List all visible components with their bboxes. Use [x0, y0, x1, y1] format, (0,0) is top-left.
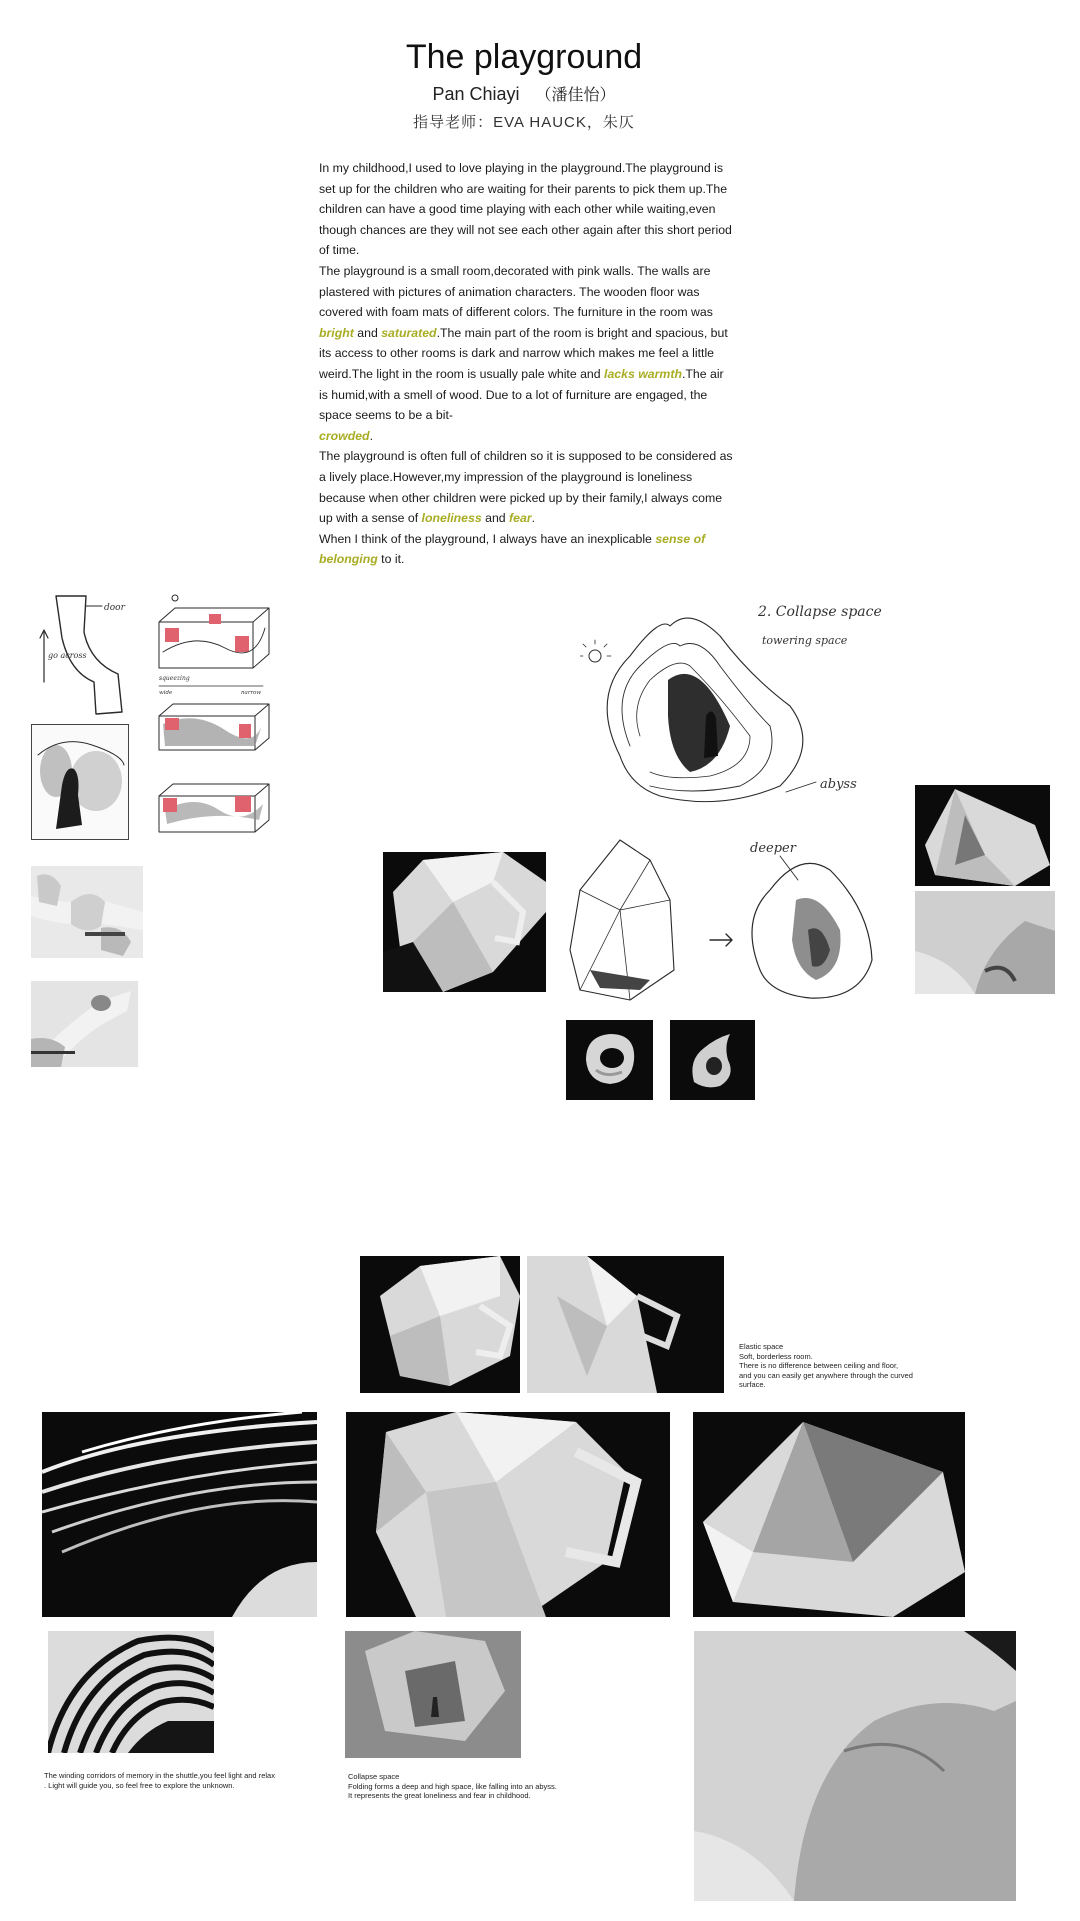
page-title: The playground — [405, 38, 643, 76]
essay-paragraph-1: In my childhood,I used to love playing in the playground.The playground is set up for the children who are waiting for their parents to pick them up.The children can have a good time playing with each other while waiting,even though chances are they will not see each other again after this short period of time. — [319, 161, 732, 258]
figure-sketch-frame — [31, 724, 129, 840]
essay-text-run: .The main part of the room is bright and spacious, but its access to other rooms is dark and narrow which makes me feel a little weird.The light in the room is usually pale white and — [319, 325, 728, 381]
essay-text-run: . — [369, 428, 373, 443]
label-collapse-space: 2. Collapse space — [758, 604, 882, 620]
pink-box-diagrams — [155, 592, 275, 837]
caption-line: There is no difference between ceiling and floor, — [739, 1361, 899, 1370]
label-wide: wide — [159, 690, 173, 696]
model-photo-right-1 — [915, 785, 1050, 886]
essay-text-run: The playground is often full of children so it is supposed to be considered as a lively place.However,my impression of the playground is loneliness because when other children were picked up by their family,I always come up with a sense of — [319, 449, 733, 526]
caption-line: Soft, borderless room. — [739, 1351, 813, 1361]
caption-line: Elastic space — [739, 1342, 784, 1351]
label-door: door — [104, 603, 125, 613]
caption-line: Folding forms a deep and high space, like falling into an abyss. — [348, 1781, 557, 1791]
figure-sketch — [32, 725, 128, 839]
model-photo-right-2 — [915, 891, 1055, 994]
corridor-plan-sketch — [30, 592, 140, 722]
label-deeper: deeper — [750, 841, 796, 856]
essay-text-run: The playground is a small room,decorated with pink walls. The walls are plastered with pictures of animation characters. The wooden floor was covered with foam mats of different colors. The furniture in the room was — [319, 263, 713, 320]
caption-collapse-space — [348, 1772, 648, 1801]
author-name-cn: （潘佳怡） — [535, 87, 616, 104]
corridor-model-photo — [48, 1631, 214, 1753]
caption-line: . Light will guide you, so feel free to explore the unknown. — [44, 1780, 235, 1790]
essay-text-run: .The air is humid,with a smell of wood. Due to a lot of furniture are engaged, the space seems to be a bit- — [319, 366, 724, 423]
model-photo-main — [383, 852, 546, 992]
caption-line: and you can easily get anywhere through the curved — [739, 1370, 913, 1380]
essay-text-run: When I think of the playground, I always have an inexplicable — [319, 531, 656, 546]
essay-text — [319, 158, 734, 570]
box-diagram-3 — [159, 784, 269, 832]
highlight-word: saturated — [381, 325, 437, 340]
caption-elastic-space — [739, 1342, 959, 1390]
textured-model-photo — [694, 1631, 1016, 1901]
label-towering-space: towering space — [762, 634, 848, 647]
caption-corridor — [44, 1771, 334, 1790]
ribbon-model-photo — [42, 1412, 317, 1617]
highlight-word: lacks warmth — [604, 366, 682, 381]
essay-text-run: and — [481, 511, 510, 526]
highlight-word: loneliness — [421, 511, 482, 526]
box-diagram-1 — [159, 595, 269, 668]
small-model-photo-1 — [566, 1020, 653, 1100]
highlight-word: crowded — [319, 428, 370, 443]
small-model-photo-2 — [670, 1020, 755, 1100]
author-name: Pan Chiayi — [432, 84, 520, 104]
advisor-line: 指导老师：EVA HAUCK，朱仄 — [413, 114, 635, 131]
essay-text-run: . — [531, 511, 536, 526]
caption-line: surface. — [739, 1380, 766, 1389]
figure-in-model-photo — [345, 1631, 521, 1758]
label-squeezing: squeezing — [159, 675, 190, 682]
essay-paragraph-3 — [319, 446, 734, 528]
model-photo-bottom-2 — [527, 1256, 724, 1393]
model-photo-bottom-1 — [360, 1256, 520, 1393]
caption-line: Collapse space — [348, 1772, 400, 1781]
highlight-word: fear — [509, 511, 532, 526]
collapse-space-sketch — [580, 596, 910, 821]
folding-photo-1 — [31, 866, 143, 958]
box-diagram-2 — [159, 704, 269, 750]
folding-photo-2 — [31, 981, 138, 1067]
label-narrow: narrow — [241, 690, 262, 696]
folded-model-closeup — [346, 1412, 670, 1617]
essay-text-run: to it. — [377, 552, 405, 567]
collapse-model-photo — [693, 1412, 965, 1617]
highlight-word: bright — [319, 325, 354, 340]
essay-text-run: and — [353, 325, 382, 340]
essay-paragraph-4 — [319, 529, 734, 570]
deeper-sketch — [560, 830, 890, 1005]
author-line — [0, 82, 1048, 105]
label-go-across: go across — [48, 651, 87, 660]
caption-line: It represents the great loneliness and fear in childhood. — [348, 1791, 531, 1800]
caption-line: The winding corridors of memory in the shuttle,you feel light and relax — [44, 1771, 275, 1780]
highlight-word: sense of belonging — [319, 531, 706, 567]
essay-paragraph-2 — [319, 261, 734, 446]
label-abyss: abyss — [820, 777, 857, 792]
